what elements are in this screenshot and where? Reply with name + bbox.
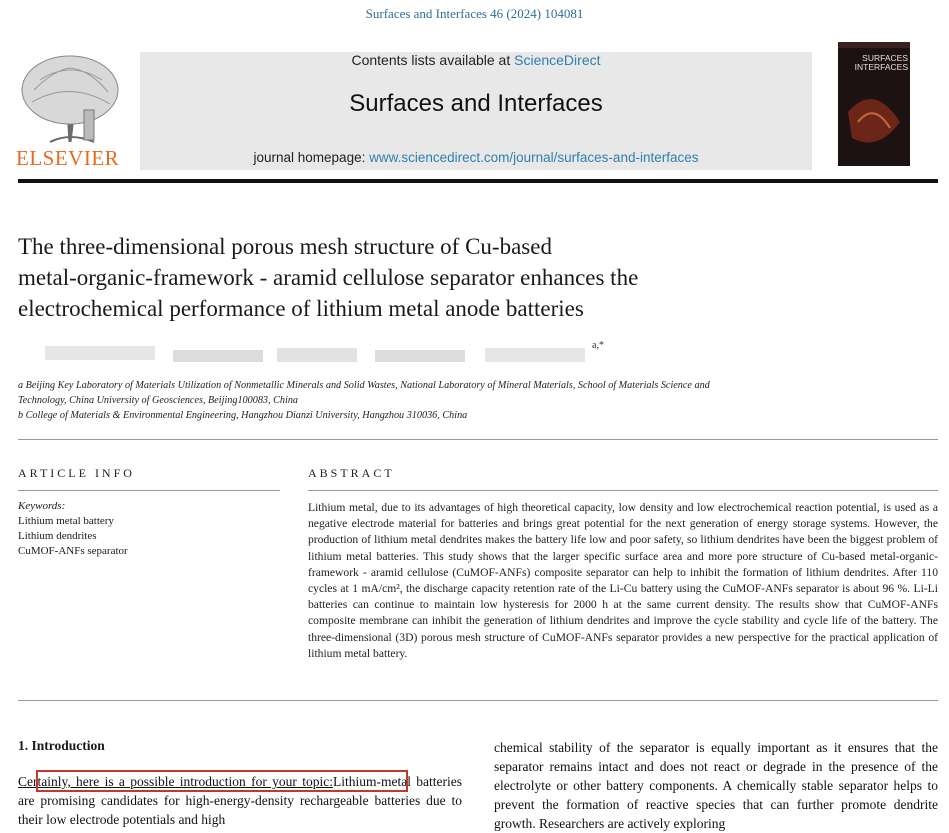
affiliation-a-line-2: Technology, China University of Geosciences, Beijing100083, China <box>18 395 299 406</box>
journal-title: Surfaces and Interfaces <box>349 90 603 117</box>
article-info-rule <box>18 490 280 491</box>
divider <box>18 700 938 701</box>
keyword: Lithium metal battery <box>18 515 114 527</box>
authors-obscured <box>45 344 590 366</box>
author-superscript: a,* <box>592 340 604 351</box>
introduction-right-column: chemical stability of the separator is equally important as it ensures that the separator remains intact and does not react or degrade in the presence of the electrolyte or other battery components. A chemically stable separator helps to prevent the formation of reactive species that can further promote dendrite growth. Researchers are actively exploring <box>494 740 938 831</box>
homepage-prefix: journal homepage: <box>253 150 370 165</box>
divider <box>18 439 938 440</box>
homepage-line <box>140 150 812 165</box>
journal-citation: Surfaces and Interfaces 46 (2024) 104081 <box>365 6 584 21</box>
keywords-label: Keywords: <box>18 500 66 512</box>
affiliation-b: b College of Materials & Environmental Engineering, Hangzhou Dianzi University, Hangzhou 310036, China <box>18 410 468 421</box>
article-title <box>18 231 918 324</box>
title-line: The three-dimensional porous mesh structure of Cu-based <box>18 234 552 259</box>
abstract-rule <box>308 490 938 491</box>
abstract-heading: ABSTRACT <box>308 466 395 480</box>
abstract-text: Lithium metal, due to its advantages of high theoretical capacity, low density and low electrochemical reaction potential, is used as a negative electrode material for batteries and brings great potential for the next generation of energy storage systems. However, the production of lithium metal dendrites makes the battery life low and poor safety, so lithium dendrites have been the biggest problem of lithium metal batteries. This study shows that the larger specific surface area and more pore structure of Cu-based metal-organic-framework - aramid cellulose (CuMOF-ANFs) composite separator can help to inhibit the formation of lithium dendrites. After 110 cycles at 1 mA/cm², the discharge capacity retention rate of the Li-Cu battery using the CuMOF-ANFs separator is about 96 %. Li-Li batteries can continue to maintain low hysteresis for 2000 h at the same current density. The results show that CuMOF-ANFs composite membrane can inhibit the generation of lithium dendrites and improve the cycle stability and cycle life of the battery. The three-dimensional (3D) porous mesh structure of CuMOF-ANFs separator provides a new perspective for the practical application of lithium metal battery. <box>308 501 938 660</box>
introduction-text: Lithium-metal batteries are promising candidates for high-energy-density rechargeable batteries due to their low electrode potentials and high <box>18 774 462 827</box>
introduction-heading: 1. Introduction <box>18 738 105 753</box>
sciencedirect-link[interactable]: ScienceDirect <box>514 52 601 68</box>
contents-line <box>140 52 812 68</box>
affiliation-a-line-1: a Beijing Key Laboratory of Materials Utilization of Nonmetallic Minerals and Solid Wastes, National Laboratory of Mineral Materials, School of Materials Science and <box>18 380 710 391</box>
title-line: metal-organic-framework - aramid cellulose separator enhances the <box>18 265 639 290</box>
homepage-link[interactable]: www.sciencedirect.com/journal/surfaces-and-interfaces <box>369 150 699 165</box>
cover-title: SURFACES INTERFACES <box>854 53 908 72</box>
title-line: electrochemical performance of lithium metal anode batteries <box>18 296 584 321</box>
article-info-heading: ARTICLE INFO <box>18 466 135 480</box>
highlighted-sentence: Certainly, here is a possible introduction for your topic: <box>18 774 333 789</box>
keyword: Lithium dendrites <box>18 530 97 542</box>
contents-prefix: Contents lists available at <box>351 52 515 68</box>
keyword: CuMOF-ANFs separator <box>18 545 128 557</box>
header-rule <box>18 179 938 183</box>
publisher-wordmark: ELSEVIER <box>16 146 120 170</box>
highlight-box <box>36 770 408 792</box>
